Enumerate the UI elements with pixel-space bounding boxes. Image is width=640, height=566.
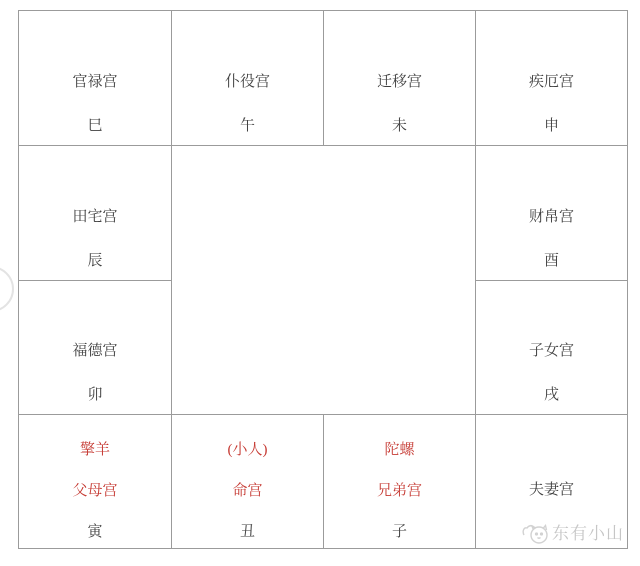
branch-label: 申 <box>543 118 559 135</box>
branch-label: 卯 <box>87 386 103 403</box>
watermark-cat-icon <box>521 521 551 545</box>
watermark <box>521 521 624 545</box>
palace-label: 父母宫 <box>72 483 118 499</box>
star-label: 陀螺 <box>384 442 415 458</box>
palace-cell-si <box>19 11 171 145</box>
branch-label: 午 <box>239 118 255 135</box>
branch-label: 酉 <box>543 252 559 269</box>
palace-label: 福德宫 <box>72 342 118 359</box>
watermark-text: 东有小山 <box>552 523 624 543</box>
palace-cell-wu <box>171 11 323 145</box>
palace-label: 迁移宫 <box>376 74 422 91</box>
palace-grid <box>18 10 628 549</box>
star-label: (小人) <box>227 442 268 458</box>
palace-label: 兄弟宫 <box>376 483 422 499</box>
palace-cell-xu <box>475 280 627 414</box>
palace-label: 夫妻宫 <box>528 482 574 498</box>
left-edge-watermark-circle <box>0 266 14 312</box>
palace-label: 仆役宫 <box>224 74 270 91</box>
palace-label: 财帛宫 <box>528 208 574 225</box>
palace-cell-mao <box>19 280 171 414</box>
palace-label: 官禄宫 <box>72 74 118 91</box>
star-label: 擎羊 <box>79 442 110 458</box>
palace-label: 命宫 <box>232 483 263 499</box>
palace-label: 子女宫 <box>528 342 574 359</box>
branch-label: 寅 <box>87 524 103 540</box>
palace-cell-wei <box>323 11 475 145</box>
branch-label: 辰 <box>87 252 103 269</box>
palace-label: 疾厄宫 <box>528 74 574 91</box>
branch-label: 戌 <box>543 386 559 403</box>
palace-cell-shen <box>475 11 627 145</box>
palace-cell-yin <box>19 414 171 548</box>
branch-label: 子 <box>391 524 407 540</box>
palace-cell-chou <box>171 414 323 548</box>
palace-cell-you <box>475 145 627 279</box>
branch-label: 未 <box>391 118 407 135</box>
palace-cell-zi <box>323 414 475 548</box>
palace-cell-chen <box>19 145 171 279</box>
branch-label: 丑 <box>239 524 255 540</box>
palace-label: 田宅宫 <box>72 208 118 225</box>
center-empty-area <box>171 145 475 414</box>
branch-label: 巳 <box>87 118 103 135</box>
palace-cell-hai <box>475 414 627 548</box>
